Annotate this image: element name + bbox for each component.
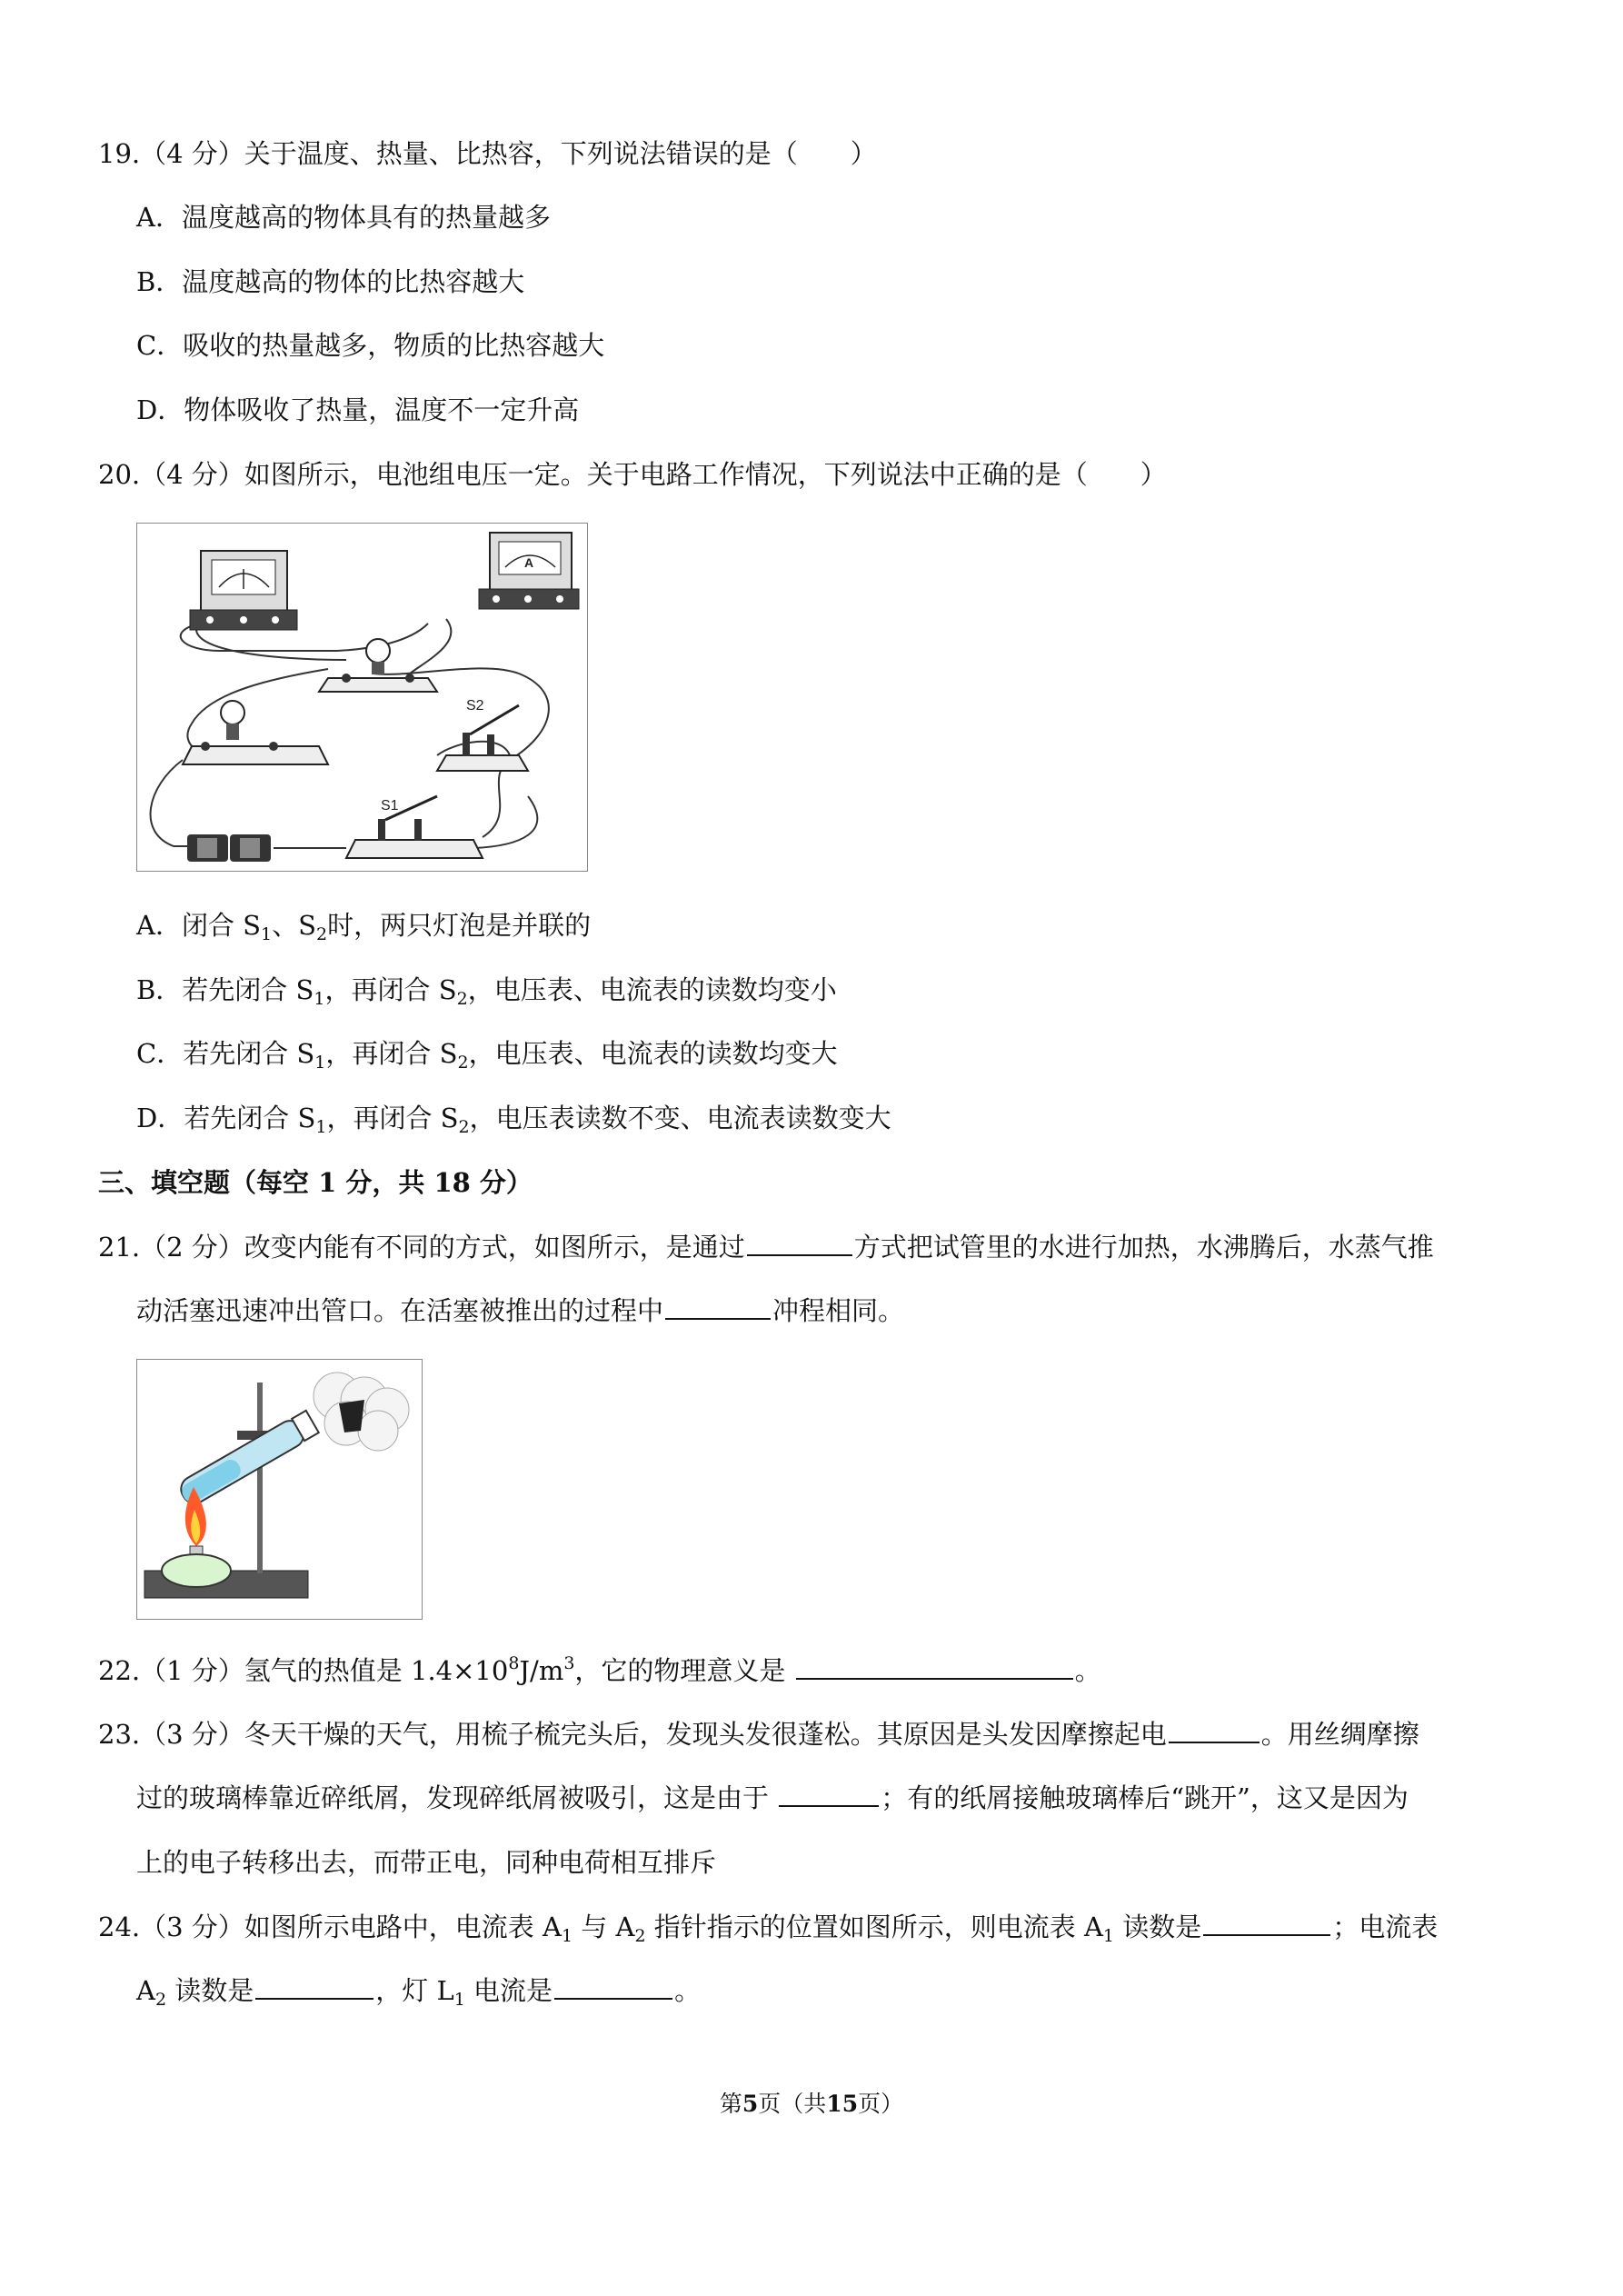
circuit-figure — [136, 523, 588, 872]
answer-blank[interactable] — [1169, 1720, 1260, 1743]
circuit-drawing — [137, 524, 587, 871]
heating-test-tube-figure — [136, 1359, 423, 1620]
q23-line3: 上的电子转移出去，而带正电，同种电荷相互排斥 — [136, 1847, 717, 1878]
answer-blank[interactable] — [779, 1783, 879, 1807]
q19-stem: 19.（4 分）关于温度、热量、比热容，下列说法错误的是（ ） — [98, 138, 877, 169]
q20-option-c: C．若先闭合 $S_1$，再闭合 $S_2$，电压表、电流表的读数均变大 — [136, 1038, 838, 1073]
q19-option-a: A．温度越高的物体具有的热量越多 — [136, 202, 551, 233]
q21-line1: 21.（2 分）改变内能有不同的方式，如图所示，是通过 方式把试管里的水进行加热，水沸腾后，水蒸气推 — [98, 1232, 1434, 1263]
answer-blank[interactable] — [665, 1296, 771, 1320]
answer-blank[interactable] — [747, 1233, 852, 1256]
alcohol-lamp-icon — [162, 1546, 231, 1587]
q22-line: 22.（1 分）氢气的热值是 $1.4\times 10^8J/m^3$，它的物理意义是 。 — [98, 1653, 1101, 1686]
battery-icon — [187, 834, 271, 862]
s2-label: S2 — [466, 698, 484, 714]
answer-blank[interactable] — [796, 1656, 1073, 1680]
answer-blank[interactable] — [554, 1976, 672, 2000]
q23-line2: 过的玻璃棒靠近碎纸屑，发现碎纸屑被吸引，这是由于 ；有的纸屑接触玻璃棒后“跳开”，这又是因为 — [136, 1782, 1409, 1813]
lamp-icon — [183, 701, 328, 764]
s1-label: S1 — [381, 798, 399, 814]
q19-option-b: B．温度越高的物体的比热容越大 — [136, 266, 525, 297]
page-footer: 第5页（共15页） — [719, 2091, 904, 2117]
q20-option-a: A．闭合 $S_1$、$S_2$时，两只灯泡是并联的 — [136, 910, 592, 944]
q20-option-b: B．若先闭合 $S_1$，再闭合 $S_2$，电压表、电流表的读数均变小 — [136, 974, 837, 1009]
lamp-icon — [319, 639, 437, 692]
ammeter-icon — [479, 533, 579, 609]
ammeter-label: A — [524, 555, 534, 570]
answer-blank[interactable] — [1203, 1912, 1330, 1936]
answer-blank[interactable] — [255, 1976, 373, 2000]
q21-line2: 动活塞迅速冲出管口。在活塞被推出的过程中 冲程相同。 — [136, 1295, 905, 1326]
switch-s2-icon — [437, 698, 528, 771]
q24-line2: $A_2$ 读数是 ，灯 $L_1$ 电流是 。 — [136, 1975, 702, 2010]
voltmeter-icon — [190, 551, 297, 630]
test-tube-drawing — [137, 1360, 422, 1619]
q19-option-d: D．物体吸收了热量，温度不一定升高 — [136, 394, 580, 425]
q23-line1: 23.（3 分）冬天干燥的天气，用梳子梳完头后，发现头发很蓬松。其原因是头发因摩擦起电 。用丝绸摩擦 — [98, 1719, 1419, 1750]
q20-option-d: D．若先闭合 $S_1$，再闭合 $S_2$，电压表读数不变、电流表读数变大 — [136, 1103, 891, 1137]
q19-option-c: C．吸收的热量越多，物质的比热容越大 — [136, 330, 605, 361]
switch-s1-icon — [346, 796, 483, 858]
section-title: 三、填空题（每空 1 分，共 18 分） — [98, 1167, 533, 1198]
q24-line1: 24.（3 分）如图所示电路中，电流表 $A_1$ 与 $A_2$ 指针指示的位置如图所示，则电流表 $A_1$ 读数是 ；电流表 — [98, 1912, 1439, 1946]
q20-stem: 20.（4 分）如图所示，电池组电压一定。关于电路工作情况，下列说法中正确的是（ ） — [98, 459, 1167, 490]
